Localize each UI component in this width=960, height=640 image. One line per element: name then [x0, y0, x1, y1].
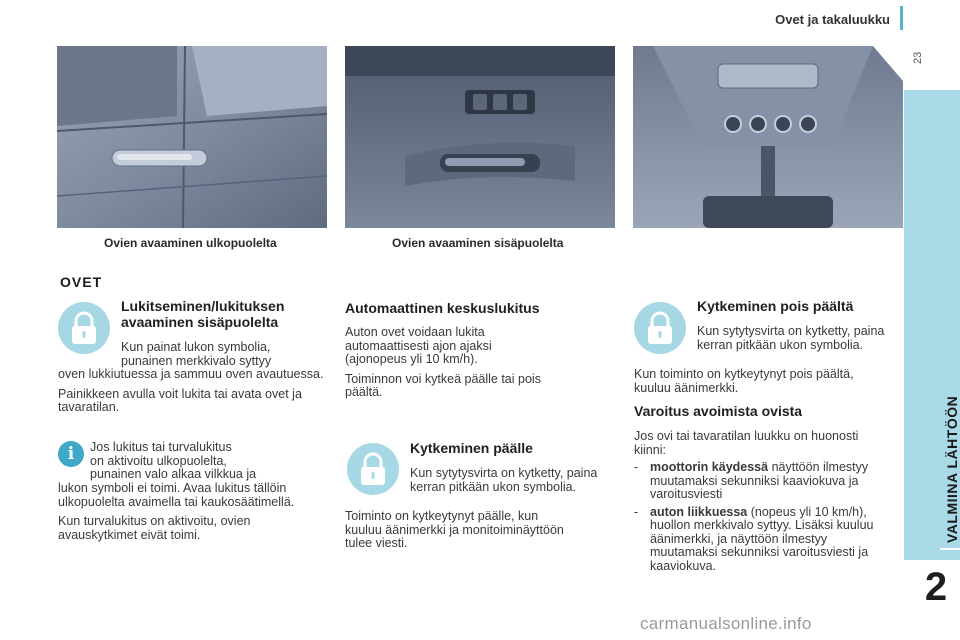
- caption-outside: Ovien avaaminen ulkopuolelta: [104, 236, 277, 250]
- col3-warn-body: Jos ovi tai tavaratilan luukku on huonosti kiinni: - moottorin käydessä näyttöön ilmestyy muutamaksi sekunniksi kaaviokuva ja varoitusviesti - auton liikkuessa (nopeus yli 10 km/h), huollon merkkivalo syttyy. Lisäksi kuuluu äänimerkki, ja näyttöön ilmestyy muutamaksi sekunniksi varoitusviesti ja kaaviokuva.: [634, 429, 874, 573]
- col3-off-p1: Kun sytytysvirta on kytketty, paina kerran pitkään ukon symbolia.: [697, 324, 885, 352]
- sidebar-divider: [940, 548, 960, 550]
- col1-p1-top: Kun painat lukon symbolia, punainen merkkivalo syttyy: [121, 340, 272, 368]
- col2-body: Auton ovet voidaan lukita automaattisesti ajon ajaksi (ajonopeus yli 10 km/h). Toiminnon voi kytkeä päälle tai pois päältä.: [345, 325, 541, 399]
- col3-off-p2: Kun toiminto on kytkeytynyt pois päältä, kuuluu äänimerkki.: [634, 367, 854, 395]
- section-title: OVET: [60, 274, 103, 290]
- list-item: - moottorin käydessä näyttöön ilmestyy muutamaksi sekunniksi kaaviokuva ja varoitusviesti: [634, 460, 869, 501]
- col3-warn-heading: Varoitus avoimista ovista: [634, 403, 803, 419]
- header-accent-bar: [900, 6, 903, 30]
- col1-body: oven lukkiutuessa ja sammuu oven avautuessa. Painikkeen avulla voit lukita tai avata ovet ja tavaratilan.: [58, 367, 324, 414]
- page-number: 23: [912, 51, 924, 64]
- lock-icon: [634, 302, 686, 354]
- info-note-top: Jos lukitus tai turvalukitus on aktivoitu ulkopuolelta, punainen valo alkaa vilkkua ja: [90, 440, 257, 481]
- chapter-number: 2: [924, 565, 948, 609]
- photo-ceiling-console: [633, 46, 903, 228]
- info-note-body: lukon symboli ei toimi. Avaa lukitus tällöin ulkopuolelta avaimella tai kaukosäätimellä. Kun turvalukitus on aktivoitu, ovien avauskytkimet eivät toimi.: [58, 481, 295, 542]
- caption-inside: Ovien avaaminen sisäpuolelta: [392, 236, 564, 250]
- running-header: Ovet ja takaluukku: [775, 12, 890, 27]
- photo-exterior-door-handle: [57, 46, 327, 228]
- col2-on-p2: Toiminto on kytkeytynyt päälle, kun kuuluu äänimerkki ja monitoiminäyttöön tulee viesti.: [345, 509, 564, 550]
- lock-icon: [58, 302, 110, 354]
- list-item: - auton liikkuessa (nopeus yli 10 km/h), huollon merkkivalo syttyy. Lisäksi kuuluu äänimerkki, ja näyttöön ilmestyy muutamaksi sekunniksi varoitusviesti ja kaaviokuva.: [634, 504, 874, 573]
- chapter-title: VALMIINA LÄHTÖÖN: [944, 395, 960, 543]
- col3-off-heading: Kytkeminen pois päältä: [697, 298, 854, 314]
- photo-interior-door-panel: [345, 46, 615, 228]
- col2-on-heading: Kytkeminen päälle: [410, 440, 533, 456]
- watermark: carmanualsonline.info: [640, 614, 812, 633]
- col2-heading: Automaattinen keskuslukitus: [345, 300, 540, 316]
- col2-on-p1: Kun sytytysvirta on kytketty, paina kerran pitkään ukon symbolia.: [410, 466, 598, 494]
- col1-heading: Lukitseminen/lukituksen avaaminen sisäpuolelta: [121, 298, 285, 330]
- info-icon: i: [58, 441, 84, 467]
- lock-icon: [347, 443, 399, 495]
